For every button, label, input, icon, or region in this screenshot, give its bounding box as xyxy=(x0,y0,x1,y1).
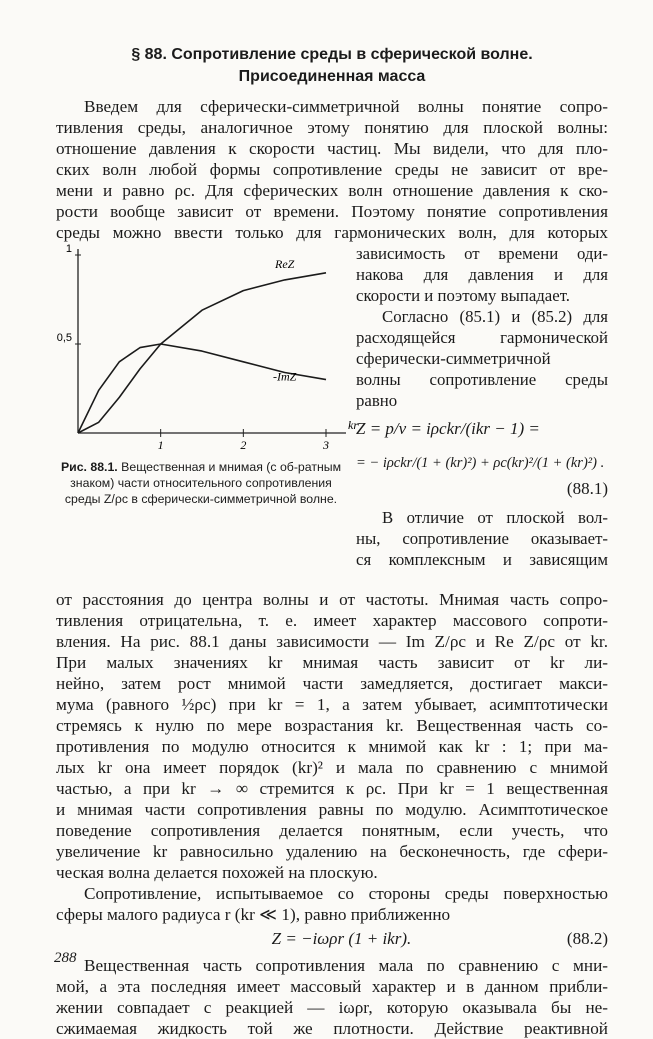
text-line: В отличие от плоской вол- xyxy=(382,508,608,527)
formula-number: (88.1) xyxy=(566,479,608,498)
series-line xyxy=(78,273,326,433)
x-axis-label: kr xyxy=(348,418,358,432)
text-line: При малых значениях kr мнимая часть зависит от kr ли- xyxy=(56,653,608,672)
text-line: Введем для сферически-симметричной волны понятие сопро- xyxy=(84,97,608,116)
x-tick-label: 1 xyxy=(157,438,164,452)
text-line: поведение сопротивления делается понятным, если учесть, что xyxy=(56,821,608,840)
paragraph-3 xyxy=(56,955,608,1039)
text-line: тивления отрицательна, т. е. имеет характер массового сопроти- xyxy=(56,611,608,630)
page xyxy=(56,44,608,1039)
text-line: частью, а при kr → ∞ стремится к ρc. При kr = 1 вещественная xyxy=(56,779,608,798)
text-line: отношение давления к скорости частиц. Мы видели, что для пло- xyxy=(56,139,608,158)
text-line: скорости и поэтому выпадает. xyxy=(356,286,570,305)
equation-88-2 xyxy=(56,929,608,949)
text-line: вления. На рис. 88.1 даны зависимости — Im Z/ρc и Re Z/ρc от kr. xyxy=(56,632,608,651)
text-line: равно xyxy=(356,391,398,410)
text-line: среды можно ввести только для гармонических волн, для которых xyxy=(56,223,608,242)
text-line: мой, а эта последняя имеет массовый характер и в данном прибли- xyxy=(56,977,608,996)
text-line: Вещественная часть сопротивления мала по сравнению с мни- xyxy=(84,956,608,975)
series-line xyxy=(78,344,326,433)
text-line: расходящейся гармонической xyxy=(356,328,608,347)
y-tick-label: 0,5 xyxy=(56,332,72,344)
equation-expression: Z = −iωρr (1 + ikr). xyxy=(271,929,412,948)
formula-line-1: Z = p/v = iρckr/(ikr − 1) = xyxy=(356,419,540,438)
text-line: лых kr она имеет порядок (kr)² и мала по сравнению с мнимой xyxy=(56,758,608,777)
text-line: рости вообще зависит от времени. Поэтому понятие сопротивления xyxy=(56,202,608,221)
text-line: сферически-симметричной xyxy=(356,349,551,368)
text-line: накова для давления и для xyxy=(356,265,608,284)
section-title-line-2: Присоединенная масса xyxy=(238,68,426,85)
text-line: нейно, затем рост мнимой части замедляется, достигает макси- xyxy=(56,674,608,693)
section-title xyxy=(56,44,608,88)
formula-88-1 xyxy=(356,417,608,501)
formula-line-2: = − iρckr/(1 + (kr)²) + ρc(kr)²/(1 + (kr)²) . xyxy=(356,455,605,471)
text-line: противления по модулю относится к мнимой как kr : 1; при ма- xyxy=(56,737,608,756)
text-line: сферы малого радиуса r (kr ≪ 1), равно приближенно xyxy=(56,905,451,924)
text-line: ческая волна делается похожей на плоскую. xyxy=(56,863,378,882)
equation-number: (88.2) xyxy=(566,929,608,948)
figure-88-1 xyxy=(56,243,358,507)
right-column-continuation xyxy=(356,507,608,570)
text-line: Сопротивление, испытываемое со стороны среды поверхностью xyxy=(84,884,608,903)
paragraph-2 xyxy=(56,883,608,925)
text-line: ны, сопротивление оказывает- xyxy=(356,529,608,548)
text-line: и мнимая части сопротивления равны по модулю. Асимптотическое xyxy=(56,800,608,819)
figure-caption-label: Рис. 88.1. xyxy=(60,460,118,474)
chart-plot xyxy=(56,243,358,453)
section-title-line-1: § 88. Сопротивление среды в сферической волне. xyxy=(131,46,533,63)
text-line: ских волн любой формы сопротивление среды не зависит от вре- xyxy=(56,160,608,179)
text-line: волны сопротивление среды xyxy=(356,370,608,389)
figure-caption-text: Вещественная и мнимая (с об-ратным знаком) части относительного сопротивления среды Z/ρc в сферически-симметричной волне. xyxy=(64,460,342,506)
body-paragraph xyxy=(56,589,608,883)
text-line: зависимость от времени оди- xyxy=(356,244,608,263)
text-line: тивления среды, аналогичное этому понятию для плоской волны: xyxy=(56,118,608,137)
text-line: ся комплексным и зависящим xyxy=(356,550,608,569)
intro-paragraph xyxy=(56,96,608,243)
text-line: увеличение kr равносильно удалению на бесконечность, где сфери- xyxy=(56,842,608,861)
right-column xyxy=(356,243,608,570)
text-line: Согласно (85.1) и (85.2) для xyxy=(382,307,608,326)
x-tick-label: 3 xyxy=(323,438,329,452)
text-line: от расстояния до центра волны и от частоты. Мнимая часть сопро- xyxy=(56,590,608,609)
figure-caption xyxy=(56,459,346,507)
text-line: жении совпадает с реакцией — iωρr, которую оказывала бы не- xyxy=(56,998,608,1017)
text-line: сжимаемая жидкость той же плотности. Действие реактивной xyxy=(56,1019,608,1038)
x-tick-label: 2 xyxy=(240,438,247,452)
y-tick-label: 1 xyxy=(65,243,72,255)
series-label: ReZ xyxy=(274,256,295,271)
series-label: -ImZ xyxy=(272,369,297,384)
text-line: мени и равно ρc. Для сферических волн отношение давления к ско- xyxy=(56,181,608,200)
text-line: стремясь к нулю по мере возрастания kr. Вещественная часть со- xyxy=(56,716,608,735)
figure-and-text-block xyxy=(56,243,608,589)
page-number: 288 xyxy=(54,950,77,966)
text-line: мума (равного ½ρc) при kr = 1, а затем убывает, асимптотически xyxy=(56,695,608,714)
